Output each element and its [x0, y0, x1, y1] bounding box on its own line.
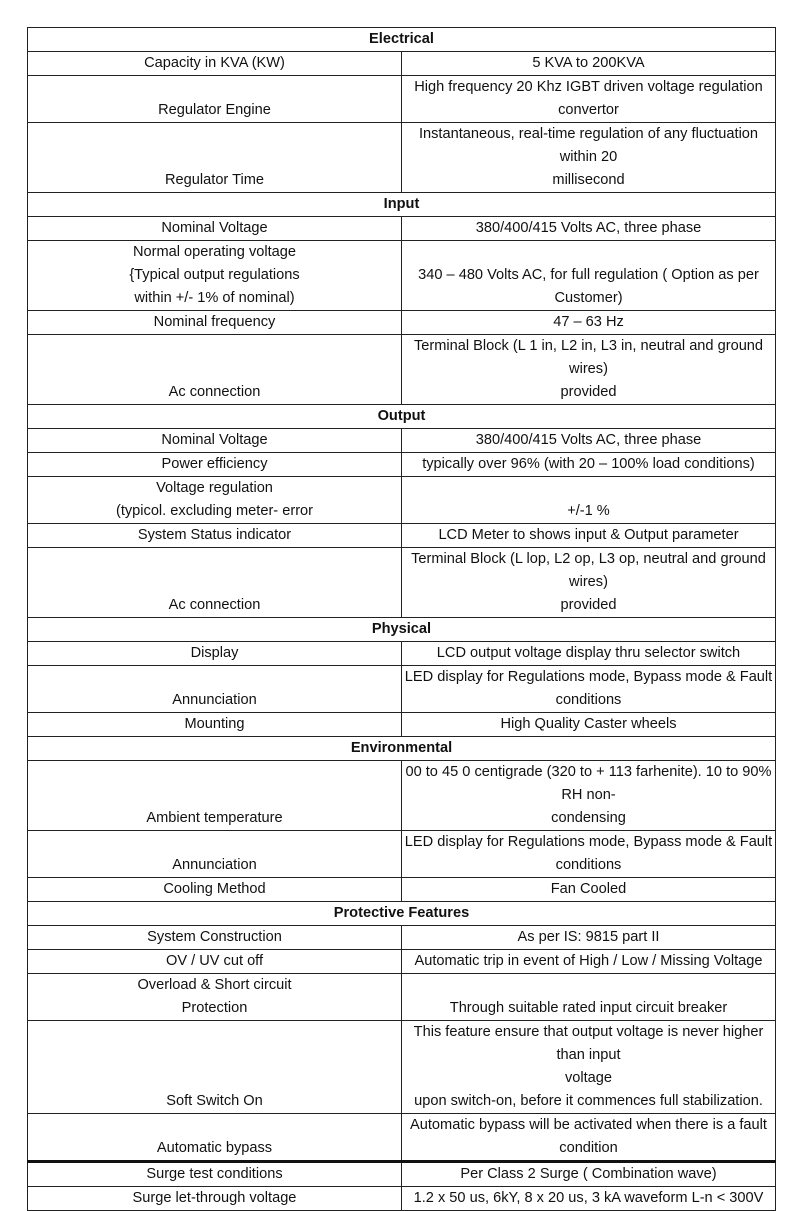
row-value: 1.2 x 50 us, 6kY, 8 x 20 us, 3 kA waveform L-n < 300V: [402, 1187, 776, 1211]
table-row: [28, 429, 776, 453]
section-header-row: [28, 737, 776, 761]
table-row: [28, 713, 776, 737]
row-label: Ac connection: [28, 548, 402, 618]
row-label: Surge test conditions: [28, 1162, 402, 1187]
row-label: Capacity in KVA (KW): [28, 52, 402, 76]
table-row: [28, 52, 776, 76]
row-label: Display: [28, 642, 402, 666]
row-value: Automatic bypass will be activated when there is a fault condition: [402, 1114, 776, 1162]
row-value: Instantaneous, real-time regulation of any fluctuation within 20 millisecond: [402, 123, 776, 193]
row-value: Per Class 2 Surge ( Combination wave): [402, 1162, 776, 1187]
row-label: Regulator Time: [28, 123, 402, 193]
table-row: [28, 123, 776, 193]
section-header-row: [28, 405, 776, 429]
row-label: Cooling Method: [28, 878, 402, 902]
row-label: Nominal Voltage: [28, 217, 402, 241]
row-value: 47 – 63 Hz: [402, 311, 776, 335]
row-value: 00 to 45 0 centigrade (320 to + 113 farhenite). 10 to 90% RH non- condensing: [402, 761, 776, 831]
row-label: Normal operating voltage {Typical output regulations within +/- 1% of nominal): [28, 241, 402, 311]
row-label: System Status indicator: [28, 524, 402, 548]
row-value: This feature ensure that output voltage is never higher than input voltage upon switch-on, before it commences full stabilization.: [402, 1021, 776, 1114]
table-row: [28, 335, 776, 405]
table-row: [28, 950, 776, 974]
row-value: As per IS: 9815 part II: [402, 926, 776, 950]
row-value: High frequency 20 Khz IGBT driven voltage regulation convertor: [402, 76, 776, 123]
table-row: [28, 878, 776, 902]
section-header-row: [28, 902, 776, 926]
section-title: Physical: [28, 618, 776, 642]
row-label: Regulator Engine: [28, 76, 402, 123]
specifications-table: [27, 27, 776, 1211]
table-row: [28, 761, 776, 831]
row-label: Power efficiency: [28, 453, 402, 477]
table-row: [28, 1187, 776, 1211]
table-row: [28, 1162, 776, 1187]
row-value: 380/400/415 Volts AC, three phase: [402, 217, 776, 241]
table-row: [28, 1114, 776, 1162]
row-value: High Quality Caster wheels: [402, 713, 776, 737]
table-row: [28, 666, 776, 713]
section-title: Input: [28, 193, 776, 217]
table-row: [28, 217, 776, 241]
row-value: 380/400/415 Volts AC, three phase: [402, 429, 776, 453]
row-label: Overload & Short circuit Protection: [28, 974, 402, 1021]
row-value: Terminal Block (L lop, L2 op, L3 op, neutral and ground wires) provided: [402, 548, 776, 618]
row-value: LED display for Regulations mode, Bypass mode & Fault conditions: [402, 831, 776, 878]
section-title: Protective Features: [28, 902, 776, 926]
row-label: Voltage regulation (typicol. excluding meter- error: [28, 477, 402, 524]
table-row: [28, 974, 776, 1021]
row-label: Nominal frequency: [28, 311, 402, 335]
table-row: [28, 477, 776, 524]
row-label: Nominal Voltage: [28, 429, 402, 453]
section-title: Environmental: [28, 737, 776, 761]
table-row: [28, 1021, 776, 1114]
table-row: [28, 453, 776, 477]
row-label: Ambient temperature: [28, 761, 402, 831]
section-header-row: [28, 618, 776, 642]
row-label: Annunciation: [28, 831, 402, 878]
row-label: Soft Switch On: [28, 1021, 402, 1114]
specifications-table-body: [28, 28, 776, 1211]
row-value: Fan Cooled: [402, 878, 776, 902]
section-header-row: [28, 28, 776, 52]
row-value: LCD Meter to shows input & Output parameter: [402, 524, 776, 548]
row-label: Annunciation: [28, 666, 402, 713]
row-label: OV / UV cut off: [28, 950, 402, 974]
section-title: Output: [28, 405, 776, 429]
row-label: Automatic bypass: [28, 1114, 402, 1162]
table-row: [28, 241, 776, 311]
row-label: System Construction: [28, 926, 402, 950]
row-value: LED display for Regulations mode, Bypass mode & Fault conditions: [402, 666, 776, 713]
table-row: [28, 311, 776, 335]
row-value: 340 – 480 Volts AC, for full regulation ( Option as per Customer): [402, 241, 776, 311]
row-value: Automatic trip in event of High / Low / Missing Voltage: [402, 950, 776, 974]
table-row: [28, 76, 776, 123]
table-row: [28, 642, 776, 666]
row-value: Through suitable rated input circuit breaker: [402, 974, 776, 1021]
row-value: 5 KVA to 200KVA: [402, 52, 776, 76]
row-value: Terminal Block (L 1 in, L2 in, L3 in, neutral and ground wires) provided: [402, 335, 776, 405]
row-value: LCD output voltage display thru selector switch: [402, 642, 776, 666]
row-label: Surge let-through voltage: [28, 1187, 402, 1211]
row-value: typically over 96% (with 20 – 100% load conditions): [402, 453, 776, 477]
section-header-row: [28, 193, 776, 217]
row-value: +/-1 %: [402, 477, 776, 524]
table-row: [28, 524, 776, 548]
row-label: Ac connection: [28, 335, 402, 405]
section-title: Electrical: [28, 28, 776, 52]
table-row: [28, 926, 776, 950]
table-row: [28, 548, 776, 618]
table-row: [28, 831, 776, 878]
row-label: Mounting: [28, 713, 402, 737]
